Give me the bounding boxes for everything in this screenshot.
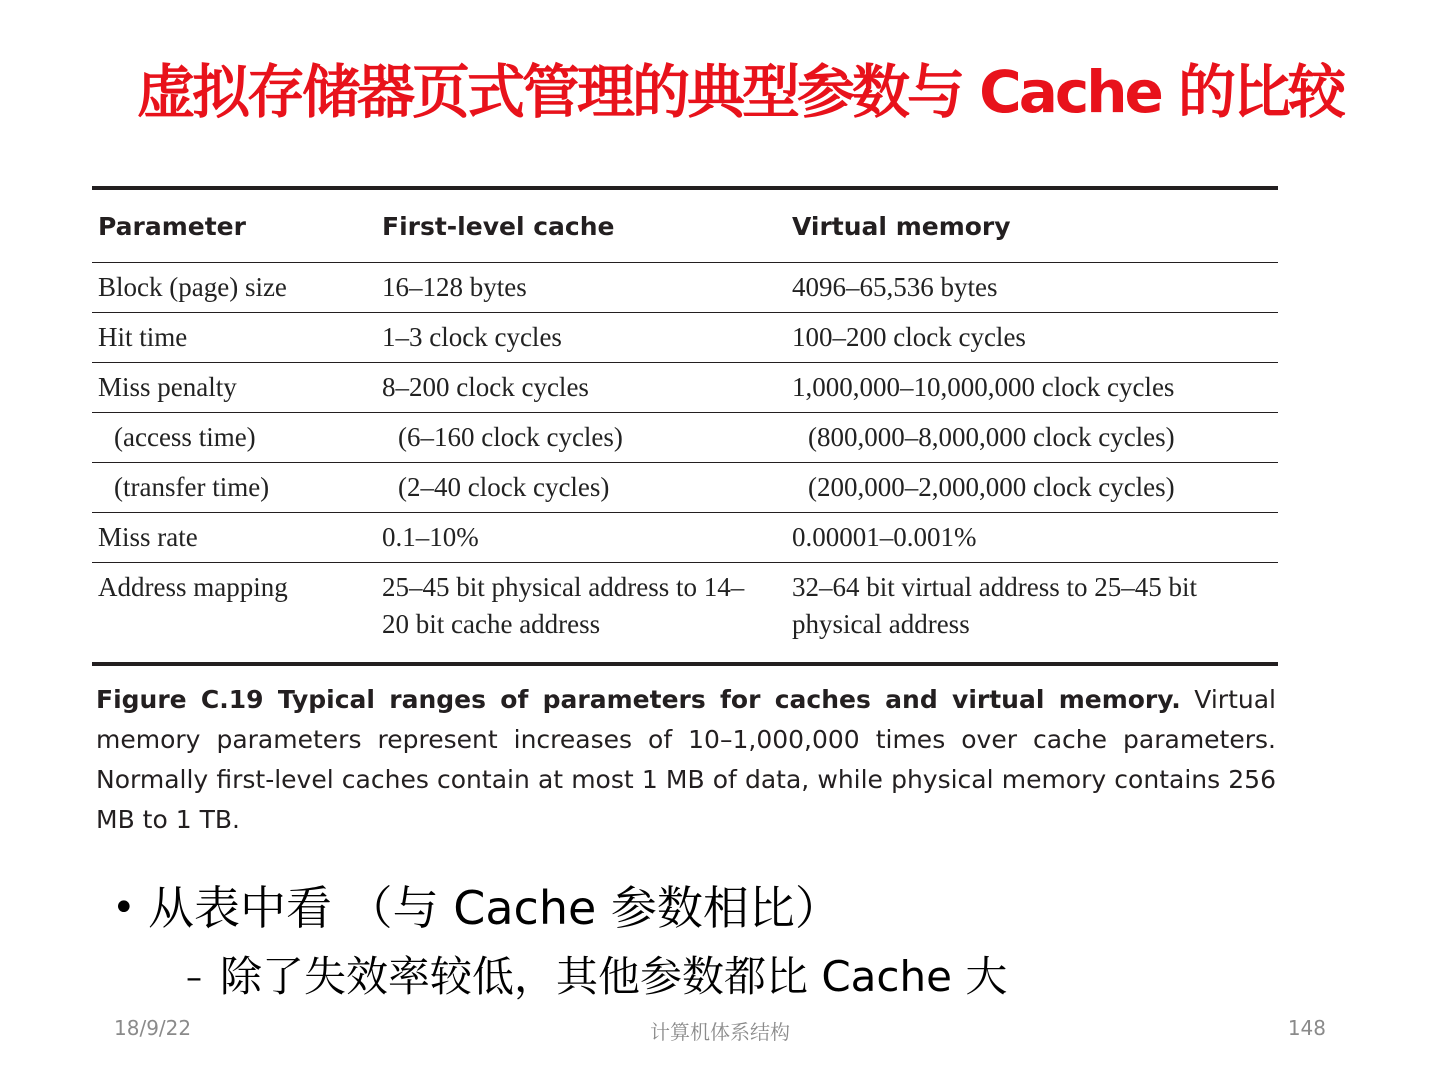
- cell-cache: 0.1–10%: [376, 513, 786, 563]
- cell-virtual-memory: 32–64 bit virtual address to 25–45 bit physical address: [792, 572, 1197, 639]
- figure-caption-title: Figure C.19 Typical ranges of parameters for caches and virtual memory.: [96, 685, 1181, 714]
- cell-virtual-memory: (800,000–8,000,000 clock cycles): [786, 413, 1278, 463]
- header-first-level-cache: First-level cache: [376, 188, 786, 263]
- cell-virtual-memory: 4096–65,536 bytes: [786, 263, 1278, 313]
- cell-cache: (6–160 clock cycles): [376, 413, 786, 463]
- cell-virtual-memory: (200,000–2,000,000 clock cycles): [786, 463, 1278, 513]
- cell-parameter: Hit time: [92, 313, 376, 363]
- cell-virtual-memory: 1,000,000–10,000,000 clock cycles: [786, 363, 1278, 413]
- cell-parameter: Address mapping: [98, 572, 288, 602]
- cell-parameter: (access time): [92, 413, 376, 463]
- cell-virtual-memory: 0.00001–0.001%: [786, 513, 1278, 563]
- bullet-icon: •: [112, 885, 136, 931]
- cell-cache: 25–45 bit physical address to 14–20 bit cache address: [382, 572, 745, 639]
- table-header-row: [92, 188, 1278, 263]
- footer-course: 计算机体系结构: [650, 1020, 790, 1044]
- header-virtual-memory: Virtual memory: [786, 188, 1278, 263]
- parameters-table-figure: [92, 186, 1278, 666]
- table-row: [92, 413, 1278, 463]
- figure-caption-text: Virtual memory parameters represent increases of 10–1,000,000 times over cache parameters. Normally first-level caches contain at most 1 MB of data, while physical memory contains 256 MB to 1 TB.: [96, 685, 1276, 834]
- bullet-item-level1: [112, 872, 1312, 944]
- cell-virtual-memory: 100–200 clock cycles: [786, 313, 1278, 363]
- sub-bullet-text: 除了失效率较低，其他参数都比 Cache 大: [220, 952, 1008, 1001]
- bullet-item-level2: [186, 944, 1312, 1010]
- cell-cache: 16–128 bytes: [376, 263, 786, 313]
- cell-cache: 8–200 clock cycles: [376, 363, 786, 413]
- cell-parameter: Block (page) size: [92, 263, 376, 313]
- slide-title: 虚拟存储器页式管理的典型参数与 Cache 的比较: [136, 58, 1344, 126]
- table-row: [92, 463, 1278, 513]
- footer-date: 18/9/22: [114, 1016, 192, 1040]
- table-row: [92, 563, 1278, 665]
- cell-parameter: Miss rate: [92, 513, 376, 563]
- figure-caption: [96, 680, 1276, 840]
- parameters-table: [92, 186, 1278, 666]
- header-parameter: Parameter: [92, 188, 376, 263]
- dash-icon: –: [186, 958, 202, 996]
- bullet-text: 从表中看 （与 Cache 参数相比）: [148, 881, 841, 935]
- table-row: [92, 363, 1278, 413]
- cell-cache: (2–40 clock cycles): [376, 463, 786, 513]
- table-row: [92, 513, 1278, 563]
- footer-page-number: 148: [1287, 1016, 1326, 1040]
- table-row: [92, 263, 1278, 313]
- table-row: [92, 313, 1278, 363]
- bullet-list: [112, 872, 1312, 1010]
- cell-parameter: (transfer time): [92, 463, 376, 513]
- cell-parameter: Miss penalty: [92, 363, 376, 413]
- cell-cache: 1–3 clock cycles: [376, 313, 786, 363]
